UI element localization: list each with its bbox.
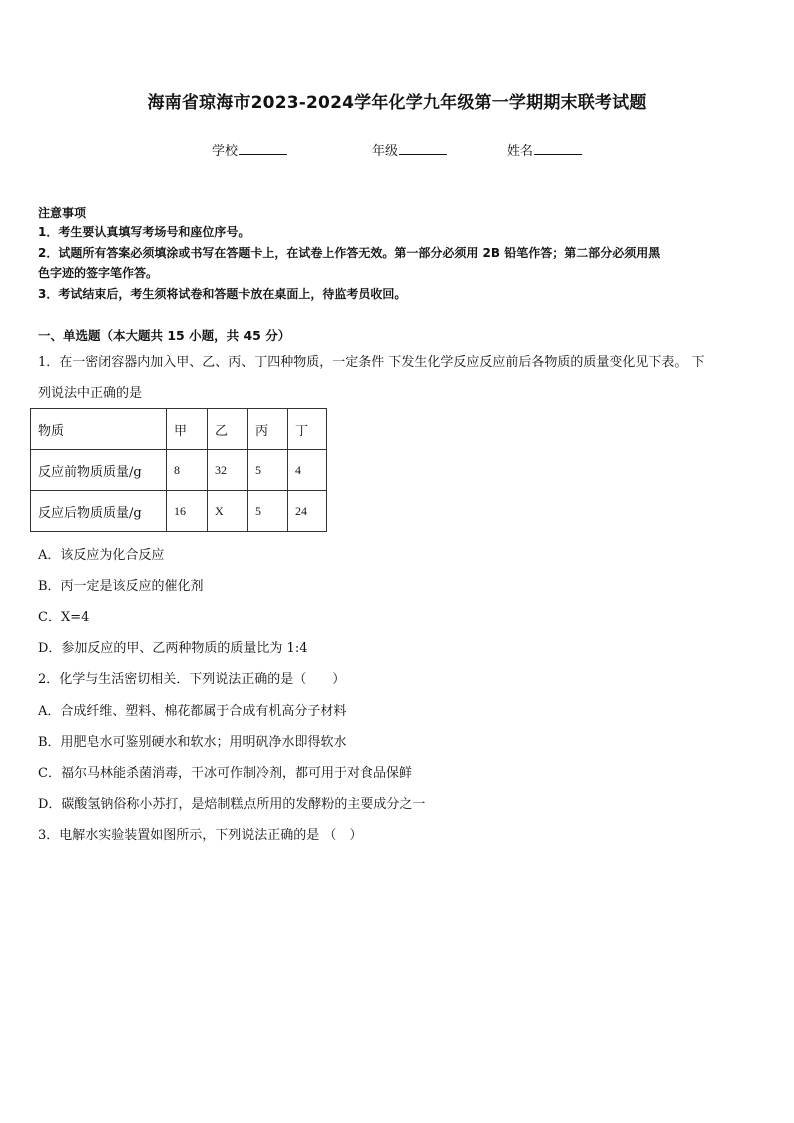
- table-header-cell: 物质: [31, 409, 167, 450]
- question-3-text: 3．电解水实验装置如图所示，下列说法正确的是 （ ）: [38, 828, 363, 843]
- table-cell: 4: [288, 450, 327, 491]
- grade-label: 年级: [372, 144, 399, 159]
- table-cell: X: [208, 491, 248, 532]
- question-1-option-a: A．该反应为化合反应: [38, 548, 165, 563]
- table-row: [31, 450, 327, 491]
- table-cell: 24: [288, 491, 327, 532]
- notice-list: [38, 222, 762, 304]
- question-2-text: 2．化学与生活密切相关．下列说法正确的是（ ）: [38, 672, 346, 687]
- table-header-row: [31, 409, 327, 450]
- question-1-option-c: C．X=4: [38, 610, 90, 625]
- question-1-option-d: D．参加反应的甲、乙两种物质的质量比为 1:4: [38, 641, 308, 656]
- question-2-option-c: C．福尔马林能杀菌消毒，干冰可作制冷剂，都可用于对食品保鲜: [38, 766, 412, 781]
- table-cell: 反应前物质质量/g: [31, 450, 167, 491]
- question-1-option-b: B．丙一定是该反应的催化剂: [38, 579, 204, 594]
- notice-item: 2．试题所有答案必须填涂或书写在答题卡上，在试卷上作答无效。第一部分必须用 2B 铅笔作答；第二部分必须用黑: [38, 245, 661, 260]
- grade-blank: [399, 142, 447, 155]
- question-2-option-b: B．用肥皂水可鉴别硬水和软水；用明矾净水即得软水: [38, 735, 347, 750]
- student-info-row: [0, 140, 794, 160]
- question-2-option-d: D．碳酸氢钠俗称小苏打，是焙制糕点所用的发酵粉的主要成分之一: [38, 797, 426, 812]
- grade-field: [372, 140, 447, 159]
- table-cell: 32: [208, 450, 248, 491]
- table-header-cell: 丁: [288, 409, 327, 450]
- question-1-text: [38, 347, 762, 409]
- school-blank: [239, 142, 287, 155]
- question-1-line: 1．在一密闭容器内加入甲、乙、丙、丁四种物质，一定条件 下发生化学反应反应前后各物质的质量变化见下表。 下: [38, 355, 705, 370]
- table-cell: 5: [248, 450, 288, 491]
- notice-item: 1．考生要认真填写考场号和座位序号。: [38, 225, 251, 239]
- question-1-line: 列说法中正确的是: [38, 386, 143, 401]
- table-cell: 反应后物质质量/g: [31, 491, 167, 532]
- section-heading: 一、单选题（本大题共 15 小题，共 45 分）: [38, 328, 291, 343]
- notice-title: 注意事项: [38, 206, 87, 220]
- school-field: [212, 140, 287, 159]
- school-label: 学校: [212, 144, 239, 159]
- table-row: [31, 491, 327, 532]
- table-cell: 5: [248, 491, 288, 532]
- name-label: 姓名: [507, 144, 534, 159]
- mass-table: [30, 408, 327, 532]
- notice-item: 3．考试结束后，考生须将试卷和答题卡放在桌面上，待监考员收回。: [38, 286, 407, 301]
- table-header-cell: 甲: [167, 409, 208, 450]
- name-field: [507, 140, 582, 159]
- table-cell: 8: [167, 450, 208, 491]
- name-blank: [534, 142, 582, 155]
- table-cell: 16: [167, 491, 208, 532]
- table-header-cell: 乙: [208, 409, 248, 450]
- exam-title: 海南省琼海市2023-2024学年化学九年级第一学期期末联考试题: [147, 93, 647, 113]
- question-2-option-a: A．合成纤维、塑料、棉花都属于合成有机高分子材料: [38, 704, 347, 719]
- notice-item-continued: 色字迹的签字笔作答。: [38, 266, 159, 280]
- table-header-cell: 丙: [248, 409, 288, 450]
